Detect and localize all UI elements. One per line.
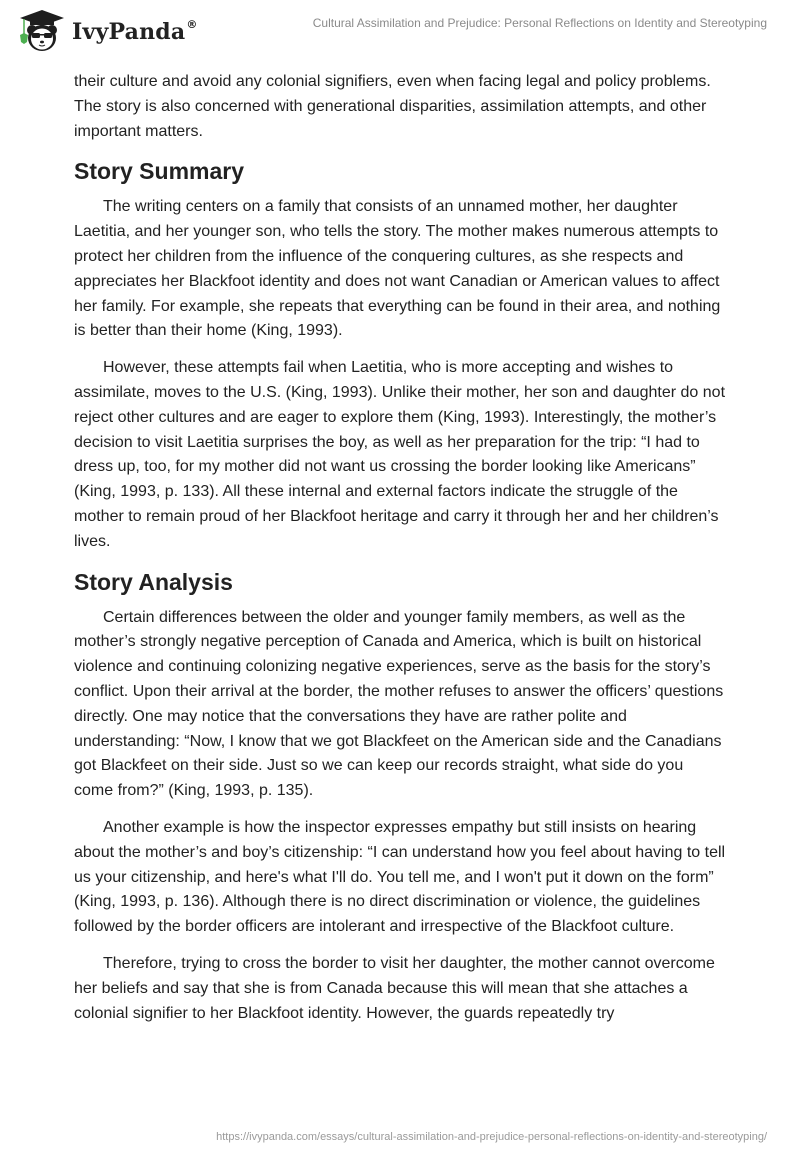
registered-mark: ® [186,17,198,31]
ivypanda-logo[interactable] [16,8,198,54]
panda-graduate-icon [16,8,68,54]
article-body [74,70,726,1038]
document-title: Cultural Assimilation and Prejudice: Personal Reflections on Identity and Stereotyping [312,16,767,30]
section-heading-story-analysis: Story Analysis [74,568,233,595]
paragraph: The writing centers on a family that consists of an unnamed mother, her daughter Laetitia, and her younger son, who tells the story. The mother makes numerous attempts to protect her children from the influence of the conquering cultures, as she respects and appreciates her Blackfoot identity and does not want Canadian or American values to affect her family. For example, she repeats that everything can be found in their area, and nothing is better than their home (King, 1993). [74,198,721,340]
paragraph: Therefore, trying to cross the border to visit her daughter, the mother cannot overcome her beliefs and say that she is from Canada because this will mean that she attaches a colonial signifier to her Blackfoot identity. However, the guards repeatedly try [74,954,715,1022]
source-url-link[interactable]: https://ivypanda.com/essays/cultural-assimilation-and-prejudice-personal-reflections-on-identity-and-stereotyping/ [216,1131,767,1143]
paragraph: Certain differences between the older and younger family members, as well as the mother’s strongly negative perception of Canada and America, which is built on historical violence and continuing colonizing negative experiences, serve as the basis for the story’s conflict. Upon their arrival at the border, the mother refuses to answer the officers’ questions directly. One may notice that the conversations they have are rather polite and understanding: “Now, I know that we got Blackfeet on the American side and the Canadians got Blackfeet on their side. Just so we can keep our records straight, what side do you come from?” (King, 1993, p. 135). [74,608,724,800]
page-header [0,0,800,60]
paragraph: However, these attempts fail when Laetitia, who is more accepting and wishes to assimilate, moves to the U.S. (King, 1993). Unlike their mother, her son and daughter do not reject other cultures and are eager to explore them (King, 1993). Interestingly, the mother’s decision to visit Laetitia surprises the boy, as well as her preparation for the trip: “I had to dress up, too, for my mother did not want us crossing the border looking like Americans” (King, 1993, p. 133). All these internal and external factors indicate the struggle of the mother to remain proud of her Blackfoot heritage and carry it through her and her children’s lives. [74,359,726,550]
section-heading-story-summary: Story Summary [74,158,245,185]
intro-paragraph: their culture and avoid any colonial signifiers, even when facing legal and policy problems. The story is also concerned with generational disparities, assimilation attempts, and other important matters. [74,73,711,140]
logo-wordmark: IvyPanda® [72,17,198,45]
paragraph: Another example is how the inspector expresses empathy but still insists on hearing about the mother’s and boy’s citizenship: “I can understand how you feel about having to tell us your citizenship, and here's what I'll do. You tell me, and I won't put it down on the form” (King, 1993, p. 136). Although there is no direct discrimination or violence, the guidelines followed by the border officers are intolerant and irrespective of the Blackfoot culture. [74,818,726,936]
